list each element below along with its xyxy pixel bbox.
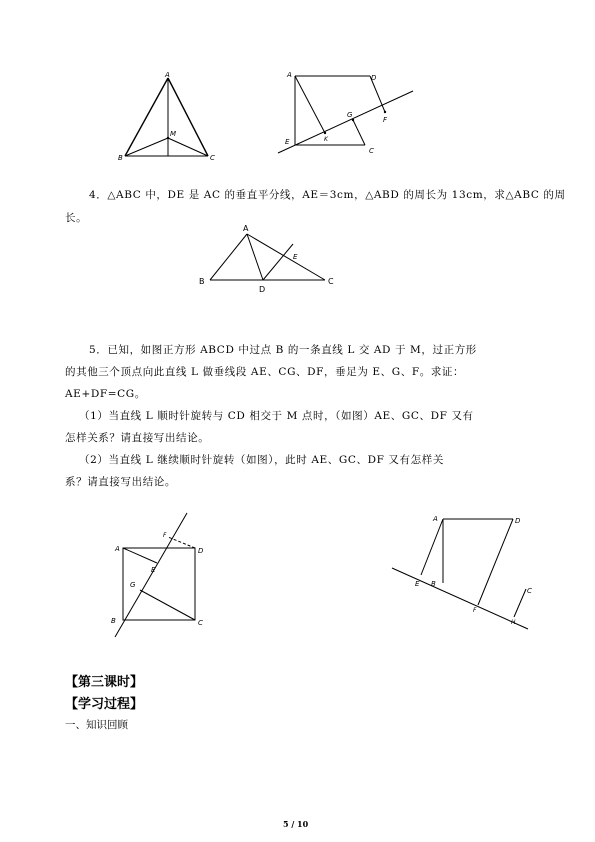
label-m: M: [170, 130, 177, 138]
problem5-q2-line1: （2）当直线 L 继续顺时针旋转（如图），此时 AE、GC、DF 又有怎样关: [79, 454, 444, 466]
label-c: C: [198, 619, 203, 627]
label-e: E: [285, 138, 290, 146]
figure-square-line: [105, 510, 215, 640]
label-e: E: [151, 566, 156, 574]
label-e: E: [293, 253, 298, 261]
label-a: A: [115, 545, 120, 553]
problem5-q1-line1: （1）当直线 L 顺时针旋转与 CD 相交于 M 点时，（如图）AE、GC、DF 又有: [79, 410, 474, 422]
page-number: 5 / 10: [283, 819, 309, 829]
label-d: D: [371, 74, 377, 82]
figure-triangle-abc-de: [195, 222, 340, 297]
label-b: B: [111, 617, 116, 625]
label-g: G: [347, 111, 353, 119]
label-h: H: [511, 619, 516, 626]
label-f: F: [473, 607, 477, 614]
problem4-line2: 长。: [65, 212, 88, 224]
label-b: B: [431, 580, 436, 588]
figure-parallelogram-line: [275, 65, 420, 160]
problem5-q2-line2: 系？请直接写出结论。: [65, 476, 176, 488]
label-d: D: [198, 547, 204, 555]
label-e: E: [415, 580, 420, 588]
label-a: A: [243, 224, 249, 233]
problem5-line2: 的其他三个顶点向此直线 L 做垂线段 AE、CG、DF，垂足为 E、G、F。求证：: [65, 366, 465, 378]
label-f: F: [163, 532, 167, 539]
label-c: C: [210, 154, 215, 162]
figure-rotated-line: [388, 505, 538, 635]
label-k: K: [324, 136, 328, 143]
label-g: G: [130, 581, 136, 589]
label-c: C: [527, 587, 532, 595]
label-c: C: [328, 277, 334, 286]
label-a: A: [165, 71, 170, 79]
problem5-line1: 5．已知，如图正方形 ABCD 中过点 B 的一条直线 L 交 AD 于 M，过正方形: [89, 344, 477, 356]
label-c: C: [369, 147, 374, 155]
problem5-line3: AE+DF=CG。: [65, 388, 146, 400]
lesson-heading: 【第三课时】: [65, 675, 144, 690]
label-a: A: [433, 515, 438, 523]
label-b: B: [199, 277, 205, 286]
problem5-q1-line2: 怎样关系？请直接写出结论。: [65, 432, 210, 444]
label-f: F: [383, 116, 388, 124]
label-d: D: [515, 517, 521, 525]
label-d: D: [259, 285, 266, 294]
review-item: 一、知识回顾: [65, 719, 128, 731]
figure-triangle-abm: [110, 70, 230, 165]
process-heading: 【学习过程】: [65, 697, 144, 712]
label-a: A: [287, 71, 292, 79]
label-b: B: [118, 154, 123, 162]
problem4-line1: 4．△ABC 中，DE 是 AC 的垂直平分线，AE＝3cm，△ABD 的周长为 13cm，求△ABC 的周: [89, 189, 566, 201]
